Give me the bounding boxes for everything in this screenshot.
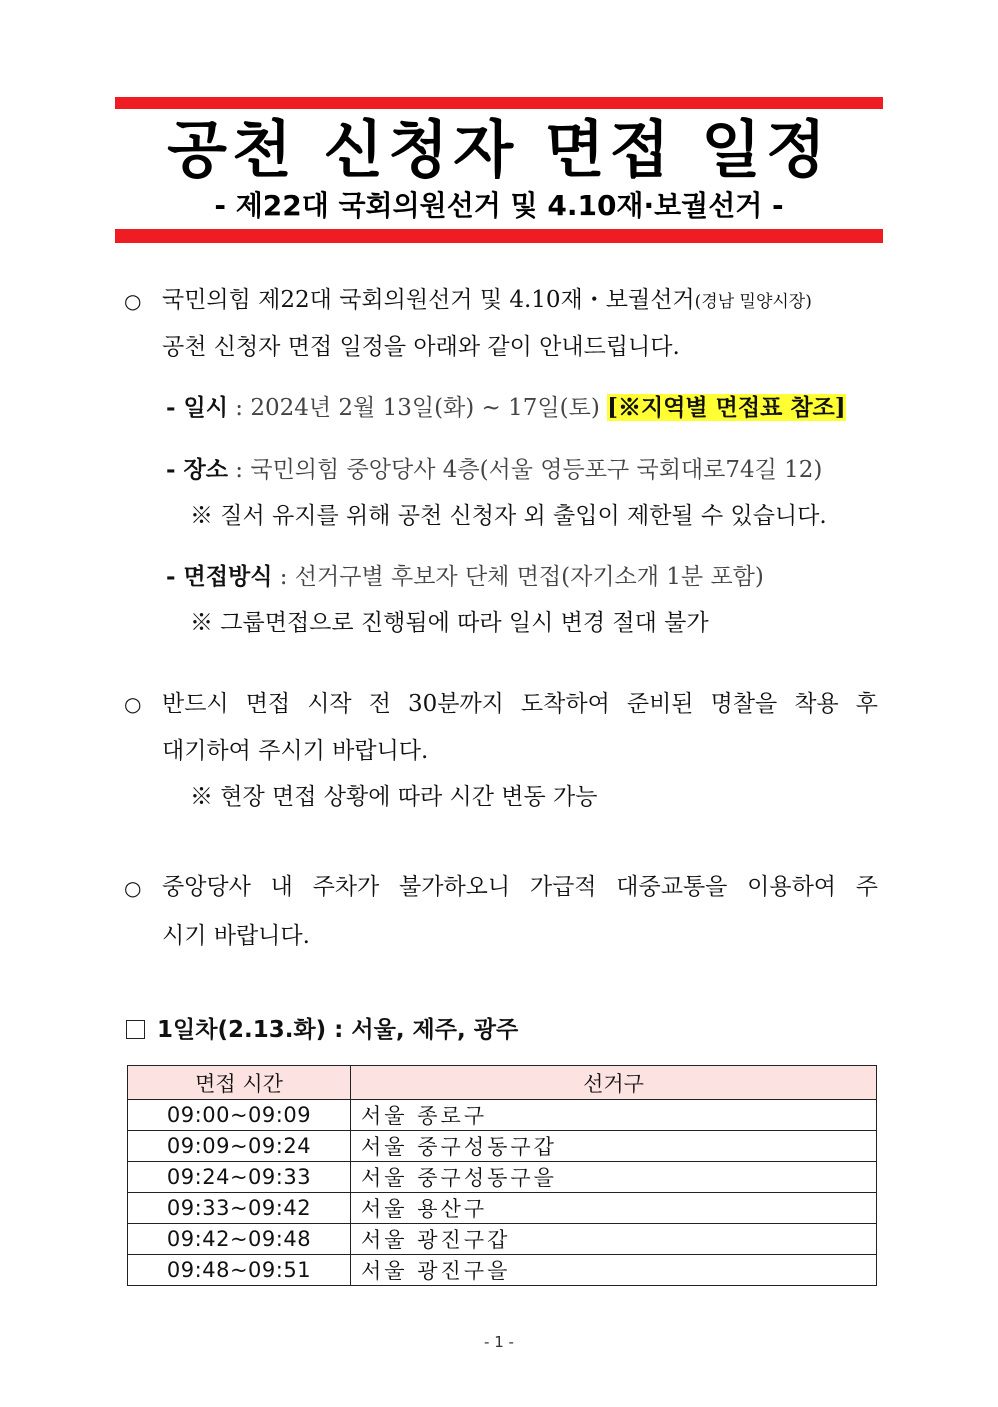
table-row xyxy=(128,1100,877,1131)
date-note-highlight: [※지역별 면접표 참조] xyxy=(607,394,846,421)
header-time: 면접 시간 xyxy=(128,1066,351,1100)
bullet-icon: ○ xyxy=(124,289,142,313)
method-value: : 선거구별 후보자 단체 면접(자기소개 1분 포함) xyxy=(272,564,764,590)
place-label: - 장소 xyxy=(166,456,228,483)
table-header-row xyxy=(128,1066,877,1100)
cell-district: 서울 종로구 xyxy=(351,1100,877,1131)
bottom-red-bar xyxy=(115,229,883,243)
table-row xyxy=(128,1193,877,1224)
top-red-bar xyxy=(115,97,883,109)
day1-section-title xyxy=(126,1014,518,1046)
cell-time: 09:24~09:33 xyxy=(128,1162,351,1193)
date-line xyxy=(166,392,846,424)
checkbox-square-icon xyxy=(126,1020,145,1039)
intro-small-text: (경남 밀양시장) xyxy=(694,292,812,312)
cell-district: 서울 중구성동구을 xyxy=(351,1162,877,1193)
header-district: 선거구 xyxy=(351,1066,877,1100)
place-value: : 국민의힘 중앙당사 4층(서울 영등포구 국회대로74길 12) xyxy=(228,457,823,483)
table-row xyxy=(128,1224,877,1255)
date-value: : 2024년 2월 13일(화) ~ 17일(토) xyxy=(228,395,608,421)
page-title: 공천 신청자 면접 일정 xyxy=(167,113,831,186)
cell-district: 서울 광진구을 xyxy=(351,1255,877,1286)
place-note: ※ 질서 유지를 위해 공천 신청자 외 출입이 제한될 수 있습니다. xyxy=(190,503,827,529)
parking-line-1: 중앙당사 내 주차가 불가하오니 가급적 대중교통을 이용하여 주 xyxy=(162,874,878,900)
table-row xyxy=(128,1255,877,1286)
day1-title-text: 1일차(2.13.화) : 서울, 제주, 광주 xyxy=(157,1017,519,1043)
arrival-note: ※ 현장 면접 상황에 따라 시간 변동 가능 xyxy=(190,784,598,810)
intro-line-2: 공천 신청자 면접 일정을 아래와 같이 안내드립니다. xyxy=(162,334,680,360)
table-row xyxy=(128,1162,877,1193)
cell-time: 09:33~09:42 xyxy=(128,1193,351,1224)
table-row xyxy=(128,1131,877,1162)
day1-schedule-table xyxy=(127,1065,877,1286)
place-line xyxy=(166,454,822,486)
method-note: ※ 그룹면접으로 진행됨에 따라 일시 변경 절대 불가 xyxy=(190,610,709,636)
date-label: - 일시 xyxy=(166,394,228,421)
parking-line-2: 시기 바랍니다. xyxy=(162,923,310,949)
cell-district: 서울 용산구 xyxy=(351,1193,877,1224)
intro-line-1 xyxy=(162,284,812,318)
arrival-line-1: 반드시 면접 시작 전 30분까지 도착하여 준비된 명찰을 착용 후 xyxy=(162,691,878,717)
cell-time: 09:00~09:09 xyxy=(128,1100,351,1131)
intro-main-text: 국민의힘 제22대 국회의원선거 및 4.10재・보궐선거 xyxy=(162,287,695,313)
bullet-icon: ○ xyxy=(124,876,142,900)
cell-district: 서울 광진구갑 xyxy=(351,1224,877,1255)
cell-time: 09:09~09:24 xyxy=(128,1131,351,1162)
page-number: - 1 - xyxy=(484,1333,514,1351)
cell-time: 09:48~09:51 xyxy=(128,1255,351,1286)
page-subtitle: - 제22대 국회의원선거 및 4.10재·보궐선거 - xyxy=(214,189,784,222)
method-line xyxy=(166,561,764,593)
cell-district: 서울 중구성동구갑 xyxy=(351,1131,877,1162)
bullet-icon: ○ xyxy=(124,692,142,716)
cell-time: 09:42~09:48 xyxy=(128,1224,351,1255)
method-label: - 면접방식 xyxy=(166,563,273,590)
arrival-line-2: 대기하여 주시기 바랍니다. xyxy=(162,738,429,764)
